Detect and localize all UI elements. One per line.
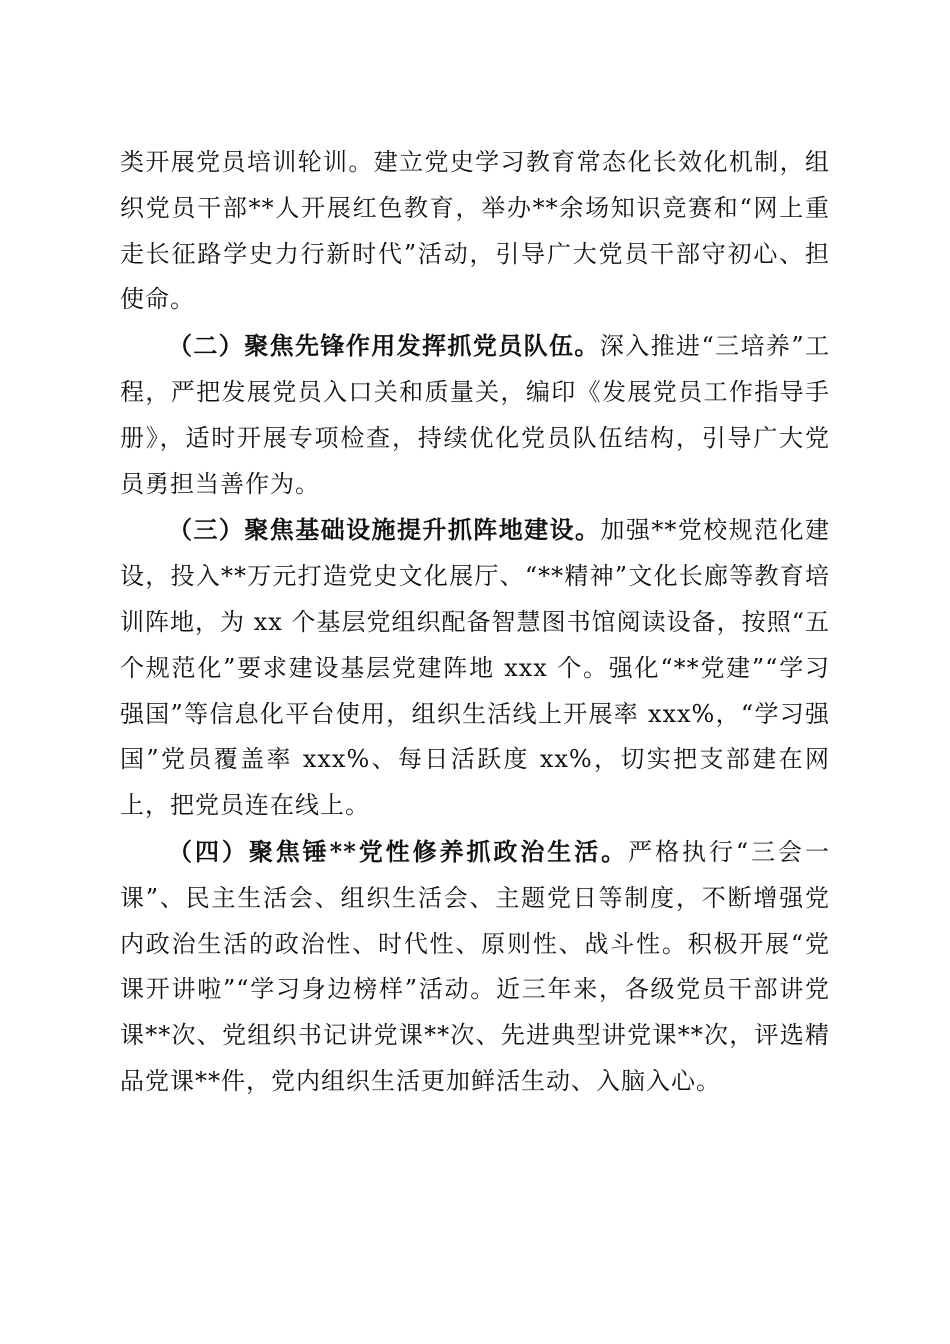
paragraph-party-members: [120, 323, 830, 507]
paragraph-text: 深入推进“三培养”工程，严把发展党员入口关和质量关，编印《发展党员工作指导手册》，适时开展专项检查，持续优化党员队伍结构，引导广大党员勇担当善作为。: [120, 332, 831, 498]
section-heading-4: （四）聚焦锤**党性修养抓政治生活。: [168, 836, 629, 866]
paragraph-infrastructure: [120, 507, 830, 829]
section-heading-3: （三）聚焦基础设施提升抓阵地建设。: [168, 515, 601, 545]
paragraph-text: 加强**党校规范化建设，投入**万元打造党史文化展厅、“**精神”文化长廊等教育培训阵地，为 xx 个基层党组织配备智慧图书馆阅读设备，按照“五个规范化”要求建设基层党建阵地 xxx 个。强化“**党建”“学习强国”等信息化平台使用，组织生活线上开展率 xxx%，“学习强国”党员覆盖率 xxx%、每日活跃度 xx%，切实把支部建在网上，把党员连在线上。: [120, 516, 831, 820]
section-heading-2: （二）聚焦先锋作用发挥抓党员队伍。: [168, 331, 600, 361]
paragraph-text: 类开展党员培训轮训。建立党史学习教育常态化长效化机制，组织党员干部**人开展红色教育，举办**余场知识竞赛和“网上重走长征路学史力行新时代”活动，引导广大党员干部守初心、担使命。: [120, 148, 830, 314]
paragraph-political-life: [120, 829, 830, 1105]
paragraph-continuation: [120, 140, 830, 323]
document-body: [120, 140, 830, 1105]
paragraph-text: 严格执行“三会一课”、民主生活会、组织生活会、主题党日等制度，不断增强党内政治生活的政治性、时代性、原则性、战斗性。积极开展“党课开讲啦”“学习身边榜样”活动。近三年来，各级党员干部讲党课**次、党组织书记讲党课**次、先进典型讲党课**次，评选精品党课**件，党内组织生活更加鲜活生动、入脑入心。: [120, 837, 830, 1095]
